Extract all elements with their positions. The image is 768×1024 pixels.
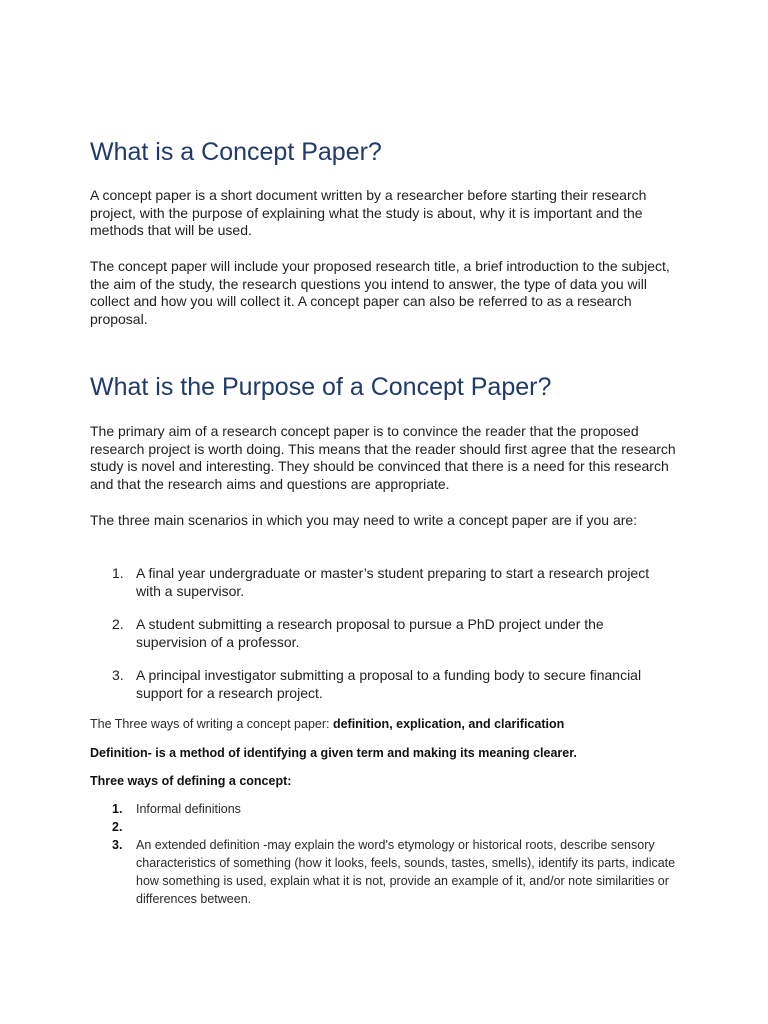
- ways-intro: The Three ways of writing a concept paper:: [90, 717, 333, 731]
- list-text: A principal investigator submitting a proposal to a funding body to secure financial support for a research project.: [136, 667, 642, 701]
- definition-line: Definition- is a method of identifying a given term and making its meaning clearer.: [90, 746, 577, 760]
- list-text: A final year undergraduate or master’s student preparing to start a research project with a supervisor.: [136, 565, 650, 599]
- paragraph-contents: The concept paper will include your proposed research title, a brief introduction to the subject, the aim of the study, the research questions you intend to answer, the type of data you will collect and how you will collect it. A concept paper can also be referred to as a research proposal.: [90, 258, 670, 327]
- heading-purpose: What is the Purpose of a Concept Paper?: [90, 373, 552, 401]
- list-number: 2.: [112, 616, 124, 632]
- list-number: 1.: [112, 565, 124, 581]
- ways-line: [90, 716, 680, 733]
- paragraph-purpose: The primary aim of a research concept paper is to convince the reader that the proposed research project is worth doing. This means that the reader should first agree that the research study is novel and interesting. They should be convinced that there is a need for this research and that the research aims and questions are appropriate.: [90, 423, 676, 492]
- list-number: 3.: [112, 838, 123, 852]
- list-number: 3.: [112, 667, 124, 683]
- list-text: A student submitting a research proposal to pursue a PhD project under the supervision of a professor.: [136, 616, 604, 650]
- paragraph-scenarios-intro: The three main scenarios in which you may need to write a concept paper are if you are:: [90, 512, 638, 528]
- paragraph-definition: A concept paper is a short document written by a researcher before starting their research project, with the purpose of explaining what the study is about, why it is important and the methods that will be used.: [90, 187, 647, 238]
- heading-what-is-concept-paper: What is a Concept Paper?: [90, 138, 382, 166]
- list-text: An extended definition -may explain the word's etymology or historical roots, describe sensory characteristics of something (how it looks, feels, sounds, tastes, smells), identify its parts, indicate how something is used, explain what it is not, provide an example of it, and/or note similarities or differences between.: [136, 838, 676, 906]
- ways-bold: definition, explication, and clarification: [332, 717, 565, 731]
- list-number: 2.: [112, 820, 123, 834]
- list-text: Informal definitions: [136, 802, 241, 816]
- list-number: 1.: [112, 802, 123, 816]
- defining-heading: Three ways of defining a concept:: [90, 774, 292, 788]
